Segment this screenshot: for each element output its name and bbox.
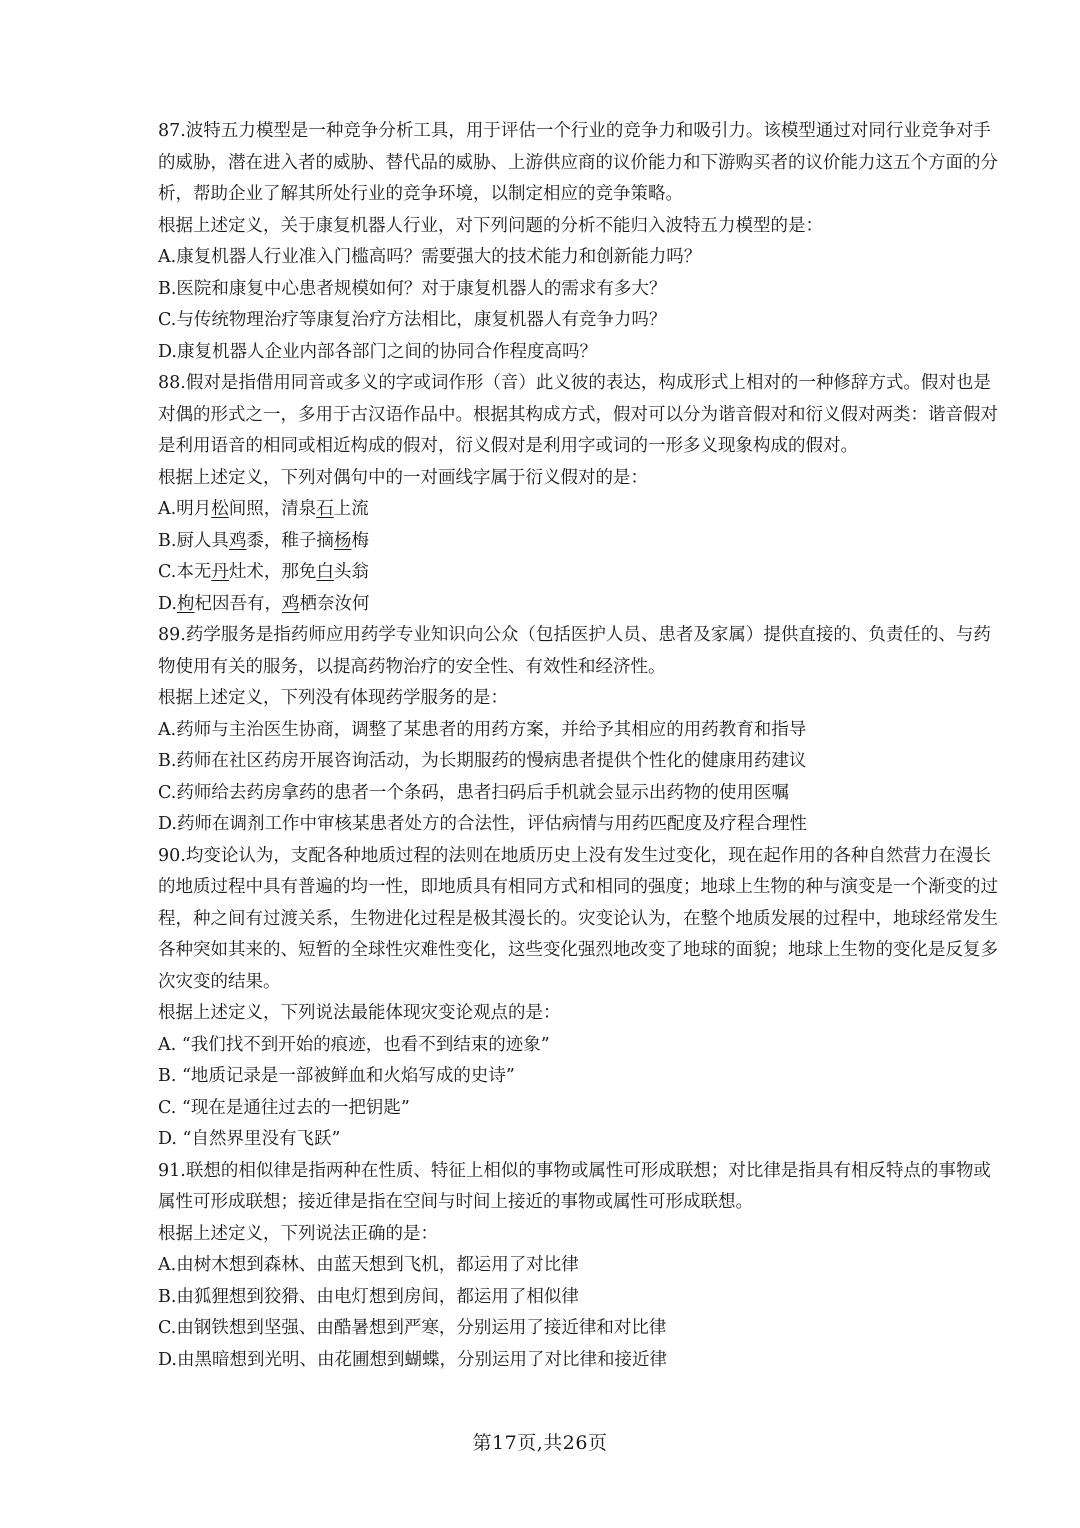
option-text: 头翁 — [333, 562, 369, 582]
q87-option-b: B.医院和康复中心患者规模如何？对于康复机器人的需求有多大？ — [158, 278, 667, 299]
option-text: 杞因吾有， — [194, 593, 282, 614]
underlined-char: 鸡 — [228, 530, 247, 551]
option-text: A.明月 — [158, 499, 212, 519]
option-text: 间照，清泉 — [228, 499, 317, 519]
exam-page-content — [158, 116, 1000, 1376]
q91-option-c: C.由钢铁想到坚强、由酷暑想到严寒，分别运用了接近律和对比律 — [158, 1318, 667, 1338]
q87-stem: 87.波特五力模型是一种竞争分析工具，用于评估一个行业的竞争力和吸引力。该模型通过对同行业竞争对手的威胁，潜在进入者的威胁、替代品的威胁、上游供应商的议价能力和下游购买者的议价能力这五个方面的分析，帮助企业了解其所处行业的竞争环境，以制定相应的竞争策略。 — [158, 121, 998, 204]
q89-question: 根据上述定义，下列没有体现药学服务的是： — [158, 688, 508, 708]
q88-option-c — [158, 557, 1000, 589]
q90-option-c: C. “现在是通往过去的一把钥匙” — [158, 1097, 410, 1118]
q90-stem: 90.均变论认为，支配各种地质过程的法则在地质历史上没有发生过变化，现在起作用的各种自然营力在漫长的地质过程中具有普遍的均一性，即地质具有相同方式和相同的强度；地球上生物的种与演变是一个渐变的过程，种之间有过渡关系，生物进化过程是极其漫长的。灾变论认为，在整个地质发展的过程中，地球经常发生各种突如其来的、短暂的全球性灾难性变化，这些变化强烈地改变了地球的面貌；地球上生物的变化是反复多次灾变的结果。 — [158, 845, 998, 992]
q90-option-a: A. “我们找不到开始的痕迹，也看不到结束的迹象” — [158, 1034, 550, 1055]
option-text: B.厨人具 — [158, 530, 229, 551]
q89-option-d: D.药师在调剂工作中审核某患者处方的合法性，评估病情与用药匹配度及疗程合理性 — [158, 814, 807, 834]
option-text: 灶术，那免 — [228, 562, 317, 582]
underlined-char: 枸 — [176, 593, 195, 614]
q90-option-d: D. “自然界里没有飞跃” — [158, 1129, 341, 1149]
q91-option-d: D.由黑暗想到光明、由花圃想到蝴蝶，分别运用了对比律和接近律 — [158, 1349, 667, 1370]
q87-option-d: D.康复机器人企业内部各部门之间的协同合作程度高吗？ — [158, 341, 597, 362]
q88-option-b — [158, 526, 1000, 558]
q91-stem: 91.联想的相似律是指两种在性质、特征上相似的事物或属性可形成联想；对比律是指具有相反特点的事物或属性可形成联想；接近律是指在空间与时间上接近的事物或属性可形成联想。 — [158, 1160, 991, 1212]
q91-option-b: B.由狐狸想到狡猾、由电灯想到房间，都运用了相似律 — [158, 1286, 579, 1307]
q89-stem: 89.药学服务是指药师应用药学专业知识向公众（包括医护人员、患者及家属）提供直接的、负责任的、与药物使用有关的服务，以提高药物治疗的安全性、有效性和经济性。 — [158, 625, 991, 677]
q87-option-c: C.与传统物理治疗等康复治疗方法相比，康复机器人有竞争力吗？ — [158, 310, 667, 330]
q90-option-b: B. “地质记录是一部被鲜血和火焰写成的史诗” — [158, 1066, 515, 1086]
option-text: 梅 — [351, 530, 369, 551]
q87-question: 根据上述定义，关于康复机器人行业，对下列问题的分析不能归入波特五力模型的是： — [158, 215, 823, 236]
option-text: 上流 — [333, 499, 369, 519]
underlined-char: 松 — [211, 499, 229, 519]
q91-option-a: A.由树木想到森林、由蓝天想到飞机，都运用了对比律 — [158, 1255, 579, 1275]
q87-option-a: A.康复机器人行业准入门槛高吗？需要强大的技术能力和创新能力吗？ — [158, 247, 702, 267]
q88-question: 根据上述定义，下列对偶句中的一对画线字属于衍义假对的是： — [158, 467, 648, 488]
q91-question: 根据上述定义，下列说法正确的是： — [158, 1223, 438, 1244]
underlined-char: 石 — [316, 499, 334, 519]
underlined-char: 杨 — [333, 530, 352, 551]
page-number-footer: 第17页,共26页 — [472, 1432, 608, 1454]
option-text: 栖奈汝何 — [299, 593, 370, 614]
option-text: 黍，稚子摘 — [246, 530, 334, 551]
q88-option-a — [158, 494, 1000, 526]
underlined-char: 丹 — [211, 562, 229, 582]
q88-option-d — [158, 589, 1000, 621]
underlined-char: 鸡 — [281, 593, 300, 614]
q88-stem: 88.假对是指借用同音或多义的字或词作形（音）此义彼的表达，构成形式上相对的一种修辞方式。假对也是对偶的形式之一，多用于古汉语作品中。根据其构成方式，假对可以分为谐音假对和衍义假对两类：谐音假对是利用语音的相同或相近构成的假对，衍义假对是利用字或词的一形多义现象构成的假对。 — [158, 373, 998, 456]
underlined-char: 白 — [316, 562, 334, 582]
q89-option-c: C.药师给去药房拿药的患者一个条码，患者扫码后手机就会显示出药物的使用医嘱 — [158, 782, 789, 803]
option-text: D. — [158, 593, 177, 614]
option-text: C.本无 — [158, 562, 212, 582]
q90-question: 根据上述定义，下列说法最能体现灾变论观点的是： — [158, 1003, 561, 1023]
q89-option-a: A.药师与主治医生协商，调整了某患者的用药方案，并给予其相应的用药教育和指导 — [158, 719, 807, 740]
q89-option-b: B.药师在社区药房开展咨询活动，为长期服药的慢病患者提供个性化的健康用药建议 — [158, 751, 807, 771]
